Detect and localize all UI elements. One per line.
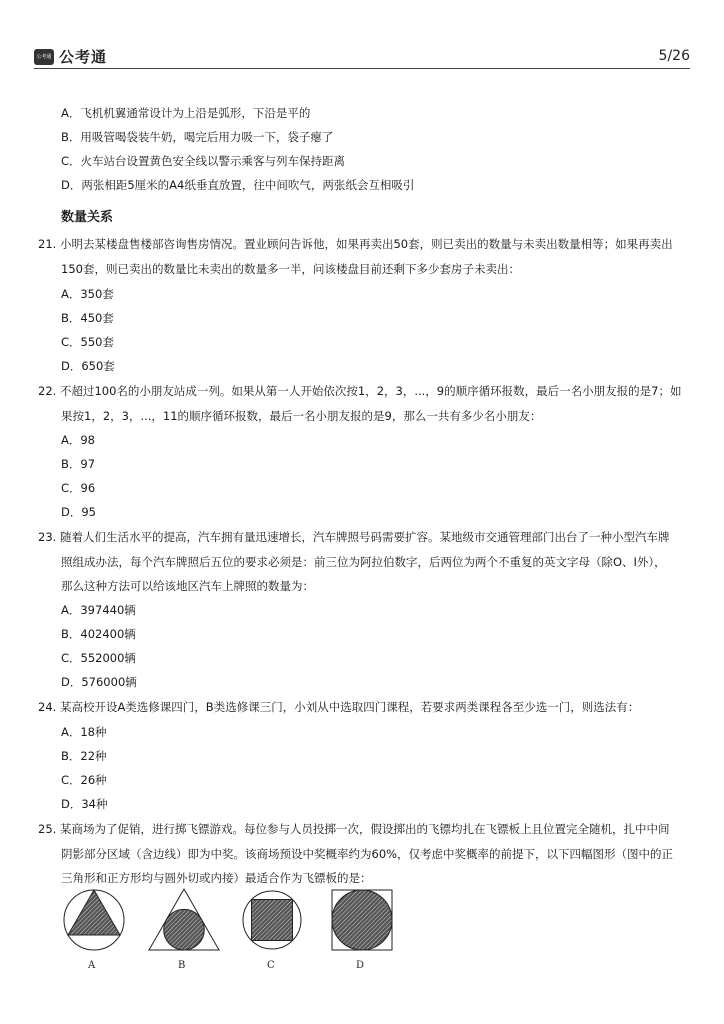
logo [34,46,107,67]
question-23-line-1: 23. 随着人们生活水平的提高，汽车拥有量迅速增长，汽车牌照号码需要扩容。某地级市交通管理部门出台了一种小型汽车牌 [38,530,670,544]
prev-option-b: B．用吸管喝袋装牛奶，喝完后用力吸一下，袋子瘪了 [61,130,334,144]
header-divider [34,68,690,69]
figure-c-drawing [240,888,304,952]
question-23-line-3: 那么这种方法可以给该地区汽车上牌照的数量为： [61,579,314,593]
question-22-line-1: 22. 不超过100名的小朋友站成一列。如果从第一人开始依次按1，2，3，...，9的顺序循环报数，最后一名小朋友报的是7；如 [38,384,682,398]
question-23-option-d: D．576000辆 [61,675,137,689]
question-23-option-a: A．397440辆 [61,603,136,617]
question-23-option-c: C．552000辆 [61,651,136,665]
question-22-line-2: 果按1，2，3，...，11的顺序循环报数，最后一名小朋友报的是9，那么一共有多少名小朋友： [61,409,542,423]
dartboard-figures [60,888,400,978]
logo-text: 公考通 [59,48,108,66]
figure-d-label: D [356,960,365,971]
figure-c [240,888,304,956]
figure-c-label: C [267,960,275,971]
page-number: 5/26 [658,48,690,64]
figure-d-drawing [330,888,394,952]
question-21-line-1: 21. 小明去某楼盘售楼部咨询售房情况。置业顾问告诉他，如果再卖出50套，则已卖出的数量与未卖出数量相等；如果再卖出 [38,237,673,251]
question-25-line-1: 25. 某商场为了促销，进行掷飞镖游戏。每位参与人员投掷一次，假设掷出的飞镖均扎在飞镖板上且位置完全随机，扎中中间 [38,822,670,836]
figure-d [330,888,394,956]
figure-a-drawing [62,888,126,952]
prev-option-a: A．飞机机翼通常设计为上沿是弧形，下沿是平的 [61,106,311,120]
question-24-option-d: D．34种 [61,797,108,811]
question-25-line-2: 阴影部分区域（含边线）即为中奖。该商场预设中奖概率约为60%，仅考虑中奖概率的前提下，以下四幅图形（图中的正 [61,847,674,861]
question-23-option-b: B．402400辆 [61,627,136,641]
question-22-option-d: D．95 [61,505,96,519]
page-header [34,46,690,70]
question-25-line-3: 三角形和正方形均与圆外切或内接）最适合作为飞镖板的是： [61,871,372,885]
question-23-line-2: 照组成办法，每个汽车牌照后五位的要求必须是：前三位为阿拉伯数字，后两位为两个不重复的英文字母（除O、I外）， [61,555,666,569]
prev-option-c: C．火车站台设置黄色安全线以警示乘客与列车保持距离 [61,154,346,168]
question-21-option-a: A．350套 [61,287,114,301]
question-24-option-a: A．18种 [61,725,107,739]
question-21-option-b: B．450套 [61,311,114,325]
question-24-line-1: 24. 某高校开设A类选修课四门，B类选修课三门，小刘从中选取四门课程，若要求两类课程各至少选一门，则选法有： [38,700,640,714]
section-title: 数量关系 [61,210,114,225]
question-22-option-b: B．97 [61,457,96,471]
question-24-option-b: B．22种 [61,749,107,763]
question-21-option-d: D．650套 [61,359,115,373]
figure-b-drawing [148,888,220,952]
figure-b-label: B [178,960,186,971]
logo-icon: 公考通 [34,49,54,65]
question-22-option-a: A．98 [61,433,96,447]
question-24-option-c: C．26种 [61,773,107,787]
figure-a [62,888,126,956]
question-21-option-c: C．550套 [61,335,114,349]
question-21-line-2: 150套，则已卖出的数量比未卖出的数量多一半，问该楼盘目前还剩下多少套房子未卖出： [61,262,520,276]
question-22-option-c: C．96 [61,481,96,495]
figure-b [148,888,220,956]
figure-a-label: A [88,960,96,971]
prev-option-d: D．两张相距5厘米的A4纸垂直放置，往中间吹气，两张纸会互相吸引 [61,178,415,192]
